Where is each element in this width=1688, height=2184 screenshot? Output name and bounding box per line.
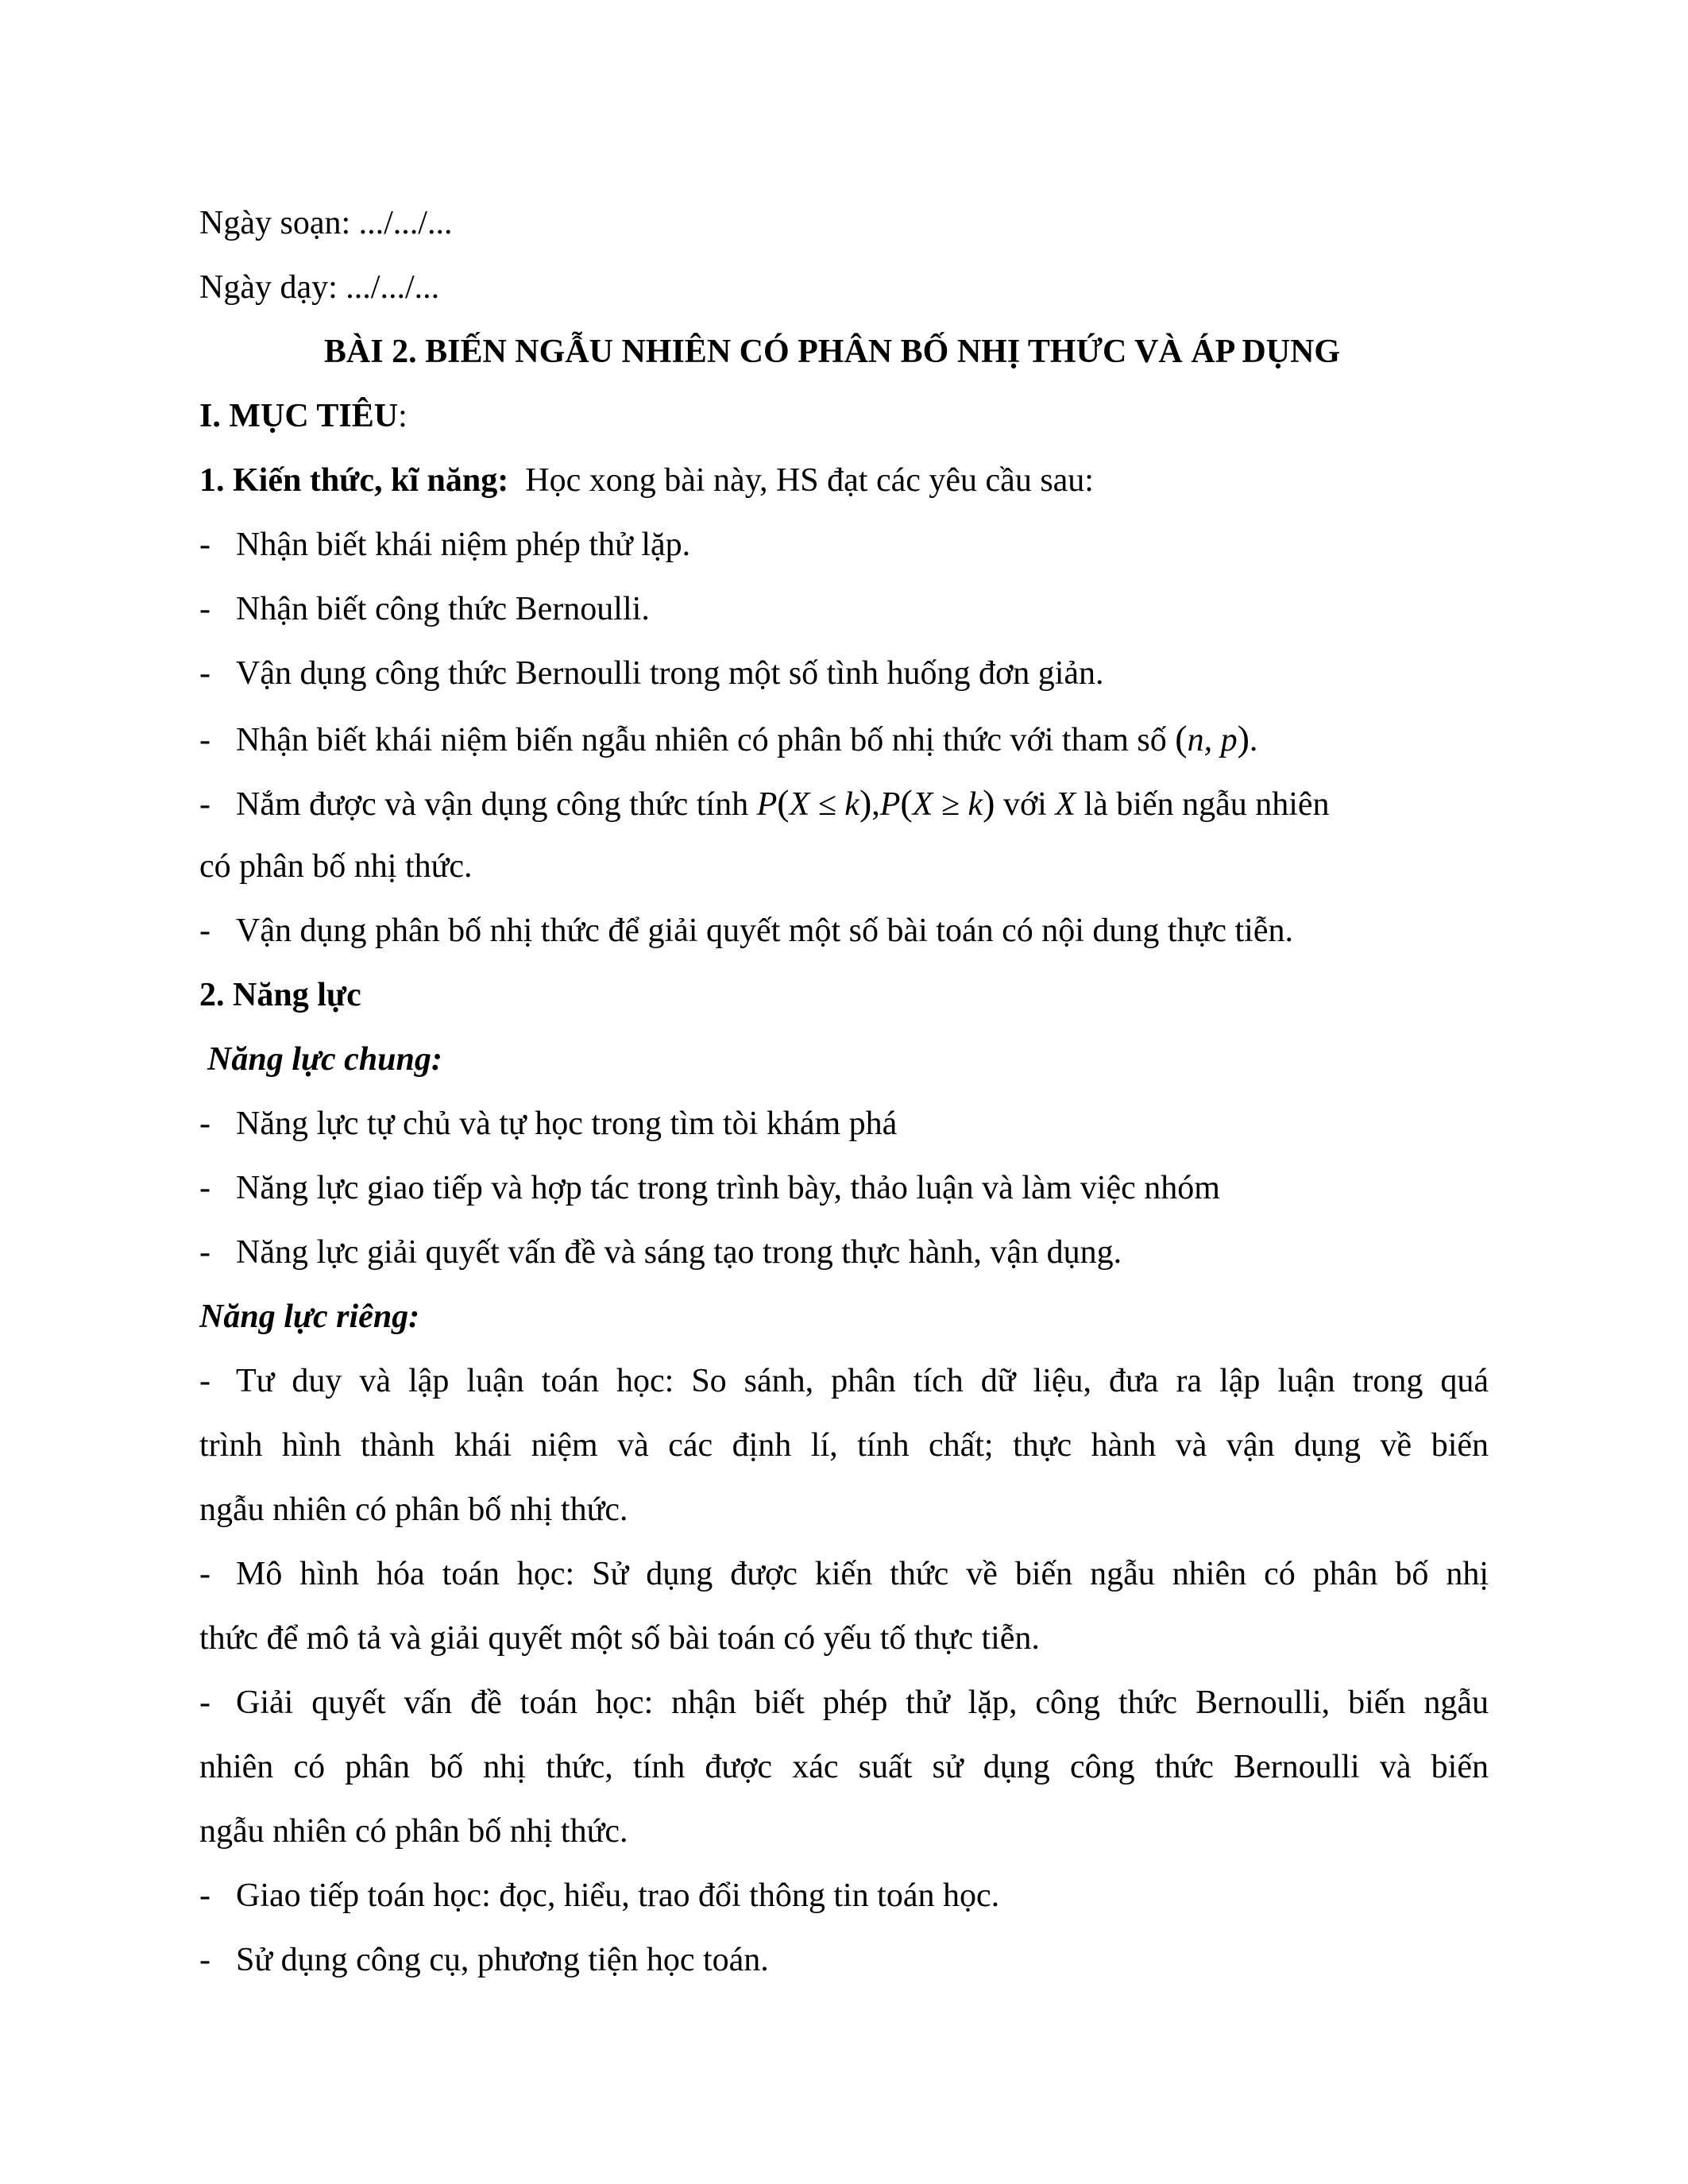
list-item xyxy=(199,577,1489,642)
item-text: Vận dụng phân bố nhị thức để giải quyết một số bài toán có nội dung thực tiễn. xyxy=(236,913,1293,949)
math-geq: X ≥ k xyxy=(912,786,983,823)
list-item xyxy=(199,1671,1489,1735)
item-text: Mô hình hóa toán học: Sử dụng được kiến thức về biến ngẫu nhiên có phân bố nhị xyxy=(236,1556,1489,1592)
general-competence-heading: Năng lực chung: xyxy=(207,1041,442,1078)
bullet-dash: - xyxy=(199,722,211,758)
bullet-dash: - xyxy=(199,1106,211,1142)
math-leq: X ≤ k xyxy=(789,786,859,823)
bullet-dash: - xyxy=(199,786,211,823)
item-text: Giải quyết vấn đề toán học: nhận biết phép thử lặp, công thức Bernoulli, biến ngẫu xyxy=(236,1684,1489,1721)
item-text: Nắm được và vận dụng công thức tính xyxy=(236,786,749,823)
bullet-dash: - xyxy=(199,1684,211,1721)
section-heading-objectives xyxy=(199,384,1489,449)
list-item xyxy=(199,513,1489,577)
heading-text: I. MỤC TIÊU xyxy=(199,398,399,434)
math-P: P xyxy=(756,786,778,823)
list-item xyxy=(199,1092,1489,1156)
list-item-continuation: có phân bố nhị thức. xyxy=(199,848,473,885)
bullet-dash: - xyxy=(199,1556,211,1592)
item-text: Nhận biết khái niệm phép thử lặp. xyxy=(236,527,691,563)
list-item-continuation: ngẫu nhiên có phân bố nhị thức. xyxy=(199,1813,628,1850)
item-text: Năng lực giao tiếp và hợp tác trong trình bày, thảo luận và làm việc nhóm xyxy=(236,1170,1220,1206)
math-P: P xyxy=(879,786,901,823)
document-page xyxy=(199,191,1489,1993)
date-taught: Ngày dạy: .../.../... xyxy=(199,269,440,306)
bullet-dash: - xyxy=(199,1170,211,1206)
list-item: - Nắm được và vận dụng công thức tính P(X ≤ k),P(X ≥ k) với X là biến ngẫu nhiên xyxy=(199,770,1489,835)
math-X: X xyxy=(1055,786,1076,823)
bullet-dash: - xyxy=(199,913,211,949)
list-item xyxy=(199,642,1489,706)
item-text: với xyxy=(1002,786,1047,823)
bullet-dash: - xyxy=(199,1363,211,1399)
subheading-label: 1. Kiến thức, kĩ năng: xyxy=(199,462,509,499)
bullet-dash: - xyxy=(199,591,211,627)
list-item xyxy=(199,1864,1489,1928)
list-item xyxy=(199,1221,1489,1285)
subheading-text: Học xong bài này, HS đạt các yêu cầu sau: xyxy=(525,462,1094,499)
list-item xyxy=(199,1349,1489,1414)
item-text: Vận dụng công thức Bernoulli trong một số tình huống đơn giản. xyxy=(236,655,1104,692)
subheading-knowledge xyxy=(199,449,1489,513)
bullet-dash: - xyxy=(199,1942,211,1978)
item-text: Nhận biết công thức Bernoulli. xyxy=(236,591,650,627)
subheading-competence: 2. Năng lực xyxy=(199,977,361,1013)
math-comma: , xyxy=(871,786,880,823)
list-item-continuation: trình hình thành khái niệm và các định lí, tính chất; thực hành và vận dụng về biến xyxy=(199,1427,1489,1464)
list-item-continuation: nhiên có phân bố nhị thức, tính được xác suất sử dụng công thức Bernoulli và biến xyxy=(199,1749,1489,1785)
item-text: Năng lực tự chủ và tự học trong tìm tòi khám phá xyxy=(236,1106,898,1142)
bullet-dash: - xyxy=(199,1877,211,1914)
list-item: - Nhận biết khái niệm biến ngẫu nhiên có phân bố nhị thức với tham số (n, p). xyxy=(199,706,1489,770)
item-end: . xyxy=(1249,722,1258,758)
heading-colon: : xyxy=(398,398,408,434)
list-item-continuation: thức để mô tả và giải quyết một số bài toán có yếu tố thực tiễn. xyxy=(199,1620,1040,1657)
lesson-title: BÀI 2. BIẾN NGẪU NHIÊN CÓ PHÂN BỐ NHỊ THỨC VÀ ÁP DỤNG xyxy=(323,334,1341,370)
list-item xyxy=(199,1928,1489,1993)
list-item xyxy=(199,1542,1489,1607)
item-text: Năng lực giải quyết vấn đề và sáng tạo trong thực hành, vận dụng. xyxy=(236,1234,1122,1271)
bullet-dash: - xyxy=(199,527,211,563)
list-item xyxy=(199,1156,1489,1221)
date-prepared: Ngày soạn: .../.../... xyxy=(199,205,453,241)
list-item-continuation: ngẫu nhiên có phân bố nhị thức. xyxy=(199,1491,628,1528)
item-text: Sử dụng công cụ, phương tiện học toán. xyxy=(236,1942,769,1978)
bullet-dash: - xyxy=(199,655,211,692)
item-text: là biến ngẫu nhiên xyxy=(1083,786,1330,823)
math-params: n, p xyxy=(1187,722,1238,758)
item-text: Giao tiếp toán học: đọc, hiểu, trao đổi thông tin toán học. xyxy=(236,1877,1000,1914)
list-item xyxy=(199,899,1489,963)
bullet-dash: - xyxy=(199,1234,211,1271)
item-text: Nhận biết khái niệm biến ngẫu nhiên có phân bố nhị thức với tham số xyxy=(236,722,1167,758)
specific-competence-heading: Năng lực riêng: xyxy=(199,1298,420,1335)
item-text: Tư duy và lập luận toán học: So sánh, phân tích dữ liệu, đưa ra lập luận trong quá xyxy=(236,1363,1489,1399)
